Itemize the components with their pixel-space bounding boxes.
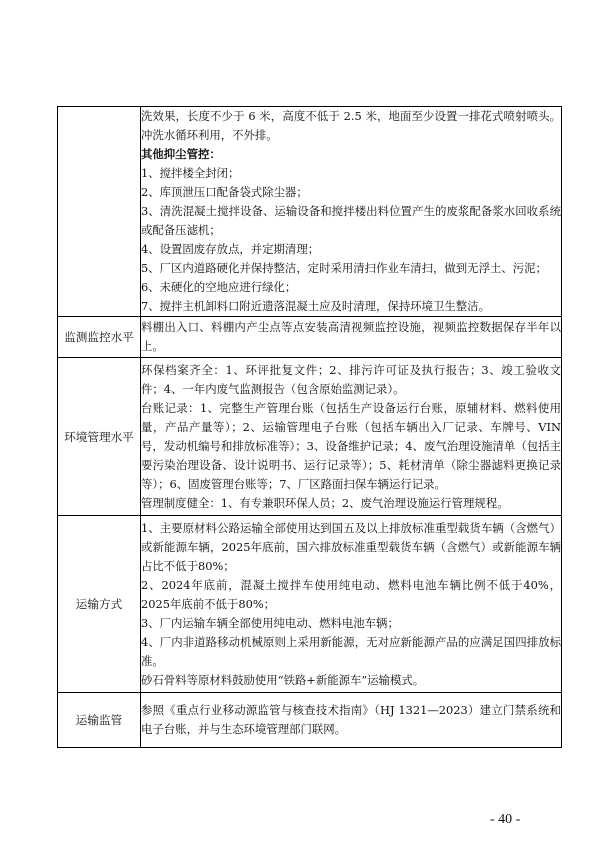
row-label-transport-supervision: 运输监管 <box>58 693 141 748</box>
content-line: 3、清洗混凝土搅拌设备、运输设备和搅拌楼出料位置产生的废浆配备浆水回收系统或配备压滤机； <box>141 204 561 237</box>
content-line: 4、设置固废存放点，并定期清理； <box>141 242 320 256</box>
content-line: 料棚出入口、料棚内产尘点等点安装高清视频监控设施，视频监控数据保存半年以上。 <box>141 320 561 353</box>
content-line: 洗效果，长度不少于 6 米，高度不低于 2.5 米，地面至少设置一排花式喷射喷头。冲洗水循环利用，不外排。 <box>141 109 561 142</box>
row-content-transport-supervision <box>141 693 562 748</box>
requirements-table <box>57 106 562 748</box>
table-row <box>58 693 562 748</box>
content-line: 参照《重点行业移动源监管与核查技术指南》（HJ 1321—2023）建立门禁系统和电子台账，并与生态环境管理部门联网。 <box>141 703 561 736</box>
page-number: - 40 - <box>490 812 521 827</box>
row-label-empty <box>58 107 141 317</box>
row-content-transport-mode <box>141 516 562 693</box>
content-line: 1、搅拌楼全封闭； <box>141 166 240 180</box>
content-line: 2、2024年底前，混凝土搅拌车使用纯电动、燃料电池车辆比例不低于40%，2025年底前不低于80%； <box>141 577 561 611</box>
content-line: 6、未硬化的空地应进行绿化； <box>141 280 297 294</box>
table-row <box>58 317 562 358</box>
content-line: 5、厂区内道路硬化并保持整洁，定时采用清扫作业车清扫，做到无浮土、污泥； <box>141 261 547 275</box>
content-line: 4、厂内非道路移动机械原则上采用新能源，无对应新能源产品的应满足国四排放标准。 <box>141 634 561 668</box>
content-line: 台账记录：1、完整生产管理台账（包括生产设备运行台账，原辅材料、燃料使用量，产品产量等）；2、运输管理电子台账（包括车辆出入厂记录、车牌号、VIN 号，发动机编号和排放标准等）；3、设备维护记录；4、废气治理设施清单（包括主要污染治理设备、设计说明书、运行记录等）；5、耗材清单（除尘器滤料更换记录等）；6、固废管理台账等；7、厂区路面扫保车辆运行记录。 <box>141 400 561 491</box>
content-line: 3、厂内运输车辆全部使用纯电动、燃料电池车辆； <box>141 615 399 630</box>
row-label-management: 环境管理水平 <box>58 358 141 516</box>
row-label-monitoring: 监测监控水平 <box>58 317 141 358</box>
row-label-transport-mode: 运输方式 <box>58 516 141 693</box>
row-content-dust-control <box>141 107 562 317</box>
content-line: 管理制度健全：1、有专兼职环保人员；2、废气治理设施运行管理规程。 <box>141 495 509 510</box>
table-row <box>58 358 562 516</box>
content-line: 1、主要原材料公路运输全部使用达到国五及以上排放标准重型载货车辆（含燃气）或新能源车辆，2025年底前，国六排放标准重型载货车辆（含燃气）或新能源车辆占比不低于80%； <box>141 520 561 573</box>
row-content-management <box>141 358 562 516</box>
row-content-monitoring <box>141 317 562 358</box>
content-line: 2、库顶泄压口配备袋式除尘器； <box>141 185 308 199</box>
table-row <box>58 107 562 317</box>
content-line: 7、搅拌主机卸料口附近遗落混凝土应及时清理，保持环境卫生整洁。 <box>141 299 490 313</box>
content-heading: 其他抑尘管控： <box>141 147 221 161</box>
table-row <box>58 516 562 693</box>
content-line: 砂石骨料等原材料鼓励使用“铁路+新能源车”运输模式。 <box>141 672 425 687</box>
content-line: 环保档案齐全：1、环评批复文件；2、排污许可证及执行报告；3、竣工验收文件；4、一年内废气监测报告（包含原始监测记录）。 <box>141 362 561 396</box>
